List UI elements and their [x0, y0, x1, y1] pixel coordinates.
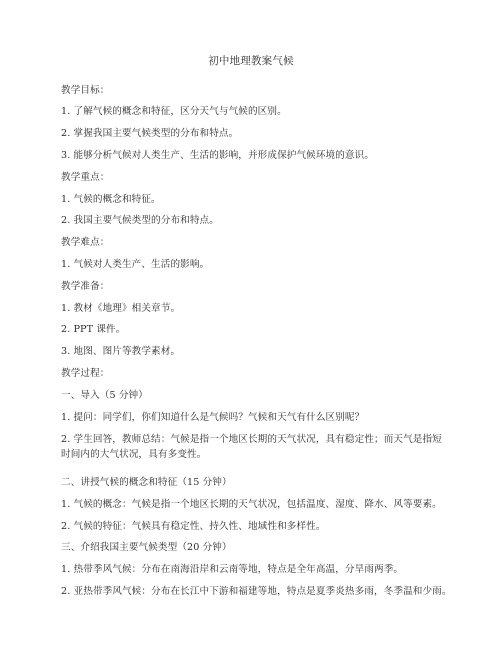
process-step-types-heading: 三、介绍我国主要气候类型（20 分钟） [61, 542, 232, 553]
section-heading-preparation: 教学准备： [61, 281, 110, 292]
climate-type-item-2: 2. 亚热带季风气候：分布在长江中下游和福建等地，特点是夏季炎热多雨，冬季温和少雨。 [61, 586, 452, 597]
key-point-item-1: 1. 气候的概念和特征。 [61, 194, 161, 205]
preparation-item-1: 1. 教材《地理》相关章节。 [61, 303, 181, 314]
preparation-item-3: 3. 地图、图片等教学素材。 [61, 346, 181, 357]
section-heading-process: 教学过程： [61, 368, 110, 379]
section-heading-objectives: 教学目标： [61, 85, 110, 96]
concept-item-2: 2. 气候的特征：气候具有稳定性、持久性、地域性和多样性。 [61, 521, 326, 532]
key-point-item-2: 2. 我国主要气候类型的分布和特点。 [61, 215, 219, 226]
section-heading-key-points: 教学重点： [61, 172, 110, 183]
climate-type-item-1: 1. 热带季风气候：分布在南海沿岸和云南等地，特点是全年高温，分旱雨两季。 [61, 564, 404, 575]
process-step-concept-heading: 二、讲授气候的概念和特征（15 分钟） [61, 477, 232, 488]
section-heading-difficulties: 教学难点： [61, 237, 110, 248]
preparation-item-2: 2. PPT 课件。 [61, 324, 126, 335]
objective-item-2: 2. 掌握我国主要气候类型的分布和特点。 [61, 128, 239, 139]
intro-item-1: 1. 提问：同学们，你们知道什么是气候吗？气候和天气有什么区别呢？ [61, 412, 365, 423]
intro-item-2: 2. 学生回答，教师总结：气候是指一个地区长期的天气状况，具有稳定性；而天气是指短时间内的大气状况，具有多变性。 [61, 434, 442, 460]
concept-item-1: 1. 气候的概念：气候是指一个地区长期的天气状况，包括温度、湿度、降水、风等要素。 [61, 499, 442, 510]
difficulty-item-1: 1. 气候对人类生产、生活的影响。 [61, 259, 210, 270]
document-title: 初中地理教案气候 [208, 55, 294, 67]
objective-item-3: 3. 能够分析气候对人类生产、生活的影响，并形成保护气候环境的意识。 [61, 150, 375, 161]
process-step-intro-heading: 一、导入（5 分钟） [61, 390, 148, 401]
objective-item-1: 1. 了解气候的概念和特征，区分天气与气候的区别。 [61, 106, 287, 117]
